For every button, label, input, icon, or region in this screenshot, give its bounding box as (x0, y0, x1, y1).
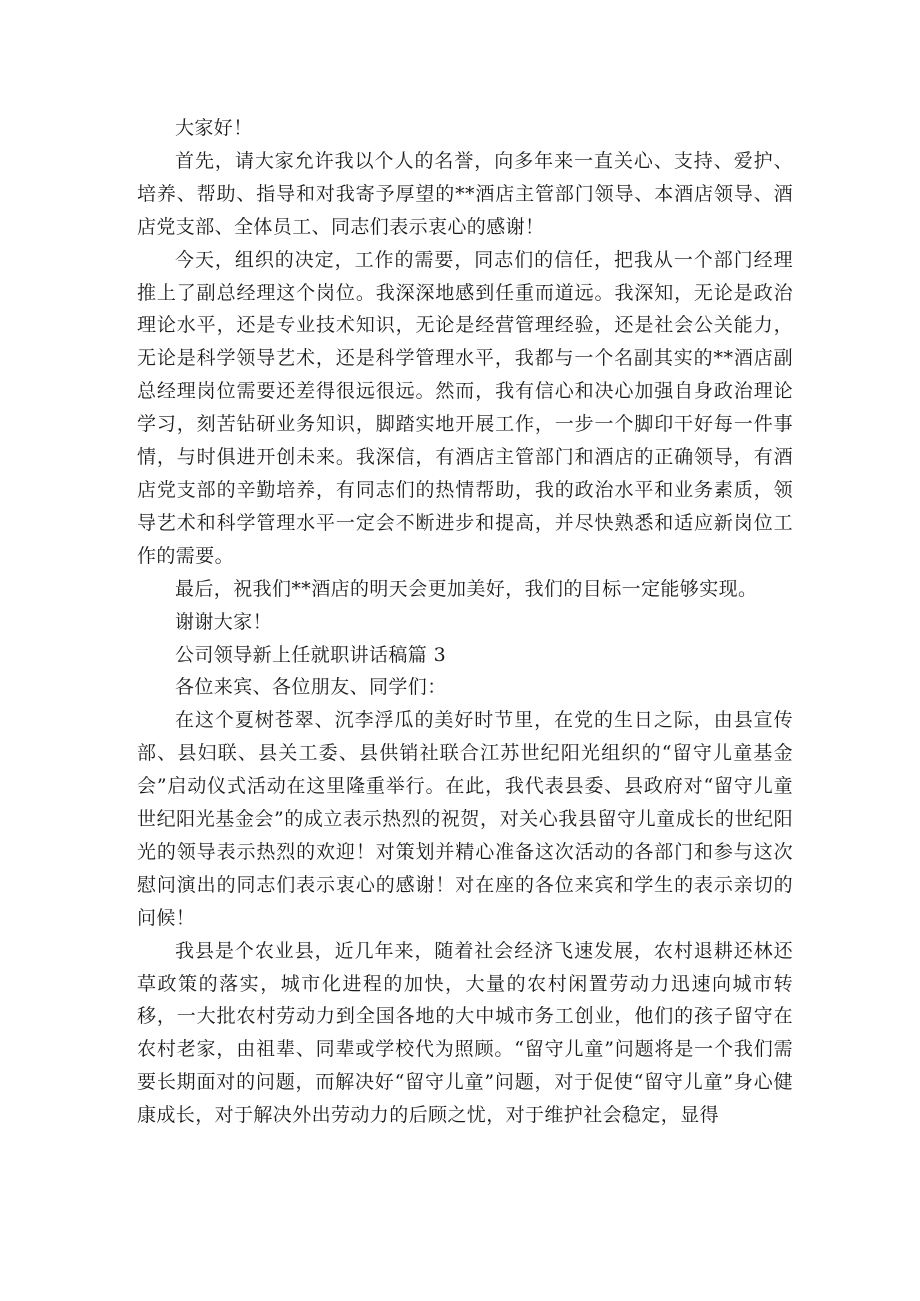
paragraph-greeting: 大家好！ (175, 117, 253, 139)
paragraph-salutation: 各位来宾、各位朋友、同学们： (175, 676, 447, 699)
paragraph-thank-you: 谢谢大家！ (175, 610, 273, 633)
document-body (137, 112, 793, 1132)
paragraph-event-intro: 在这个夏树苍翠、沉李浮瓜的美好时节里，在党的生日之际，由县宣传部、县妇联、县关工委、县供销社联合江苏世纪阳光组织的“留守儿童基金会”启动仪式活动在这里隆重举行。在此，我代表县委、县政府对“留守儿童世纪阳光基金会”的成立表示热烈的祝贺，对关心我县留守儿童成长的世纪阳光的领导表示热烈的欢迎！对策划并精心准备这次活动的各部门和参与这次慰问演出的同志们表示衷心的感谢！对在座的各位来宾和学生的表示亲切的问候！ (137, 709, 793, 929)
paragraph-county-background: 我县是个农业县，近几年来，随着社会经济飞速发展，农村退耕还林还草政策的落实，城市化进程的加快，大量的农村闲置劳动力迅速向城市转移，一大批农村劳动力到全国各地的大中城市务工创业，他们的孩子留守在农村老家，由祖辈、同辈或学校代为照顾。“留守儿童”问题将是一个我们需要长期面对的问题，而解决好“留守儿童”问题，对于促使“留守儿童”身心健康成长，对于解决外出劳动力的后顾之忧，对于维护社会稳定，显得 (137, 939, 793, 1127)
section-heading: 公司领导新上任就职讲话稿篇 3 (175, 643, 447, 666)
paragraph-appointment: 今天，组织的决定，工作的需要，同志们的信任，把我从一个部门经理推上了副总经理这个岗位。我深深地感到任重而道远。我深知，无论是政治理论水平，还是专业技术知识，无论是经营管理经验，还是社会公关能力，无论是科学领导艺术，还是科学管理水平，我都与一个名副其实的**酒店副总经理岗位需要还差得很远很远。然而，我有信心和决心加强自身政治理论学习，刻苦钻研业务知识，脚踏实地开展工作，一步一个脚印干好每一件事情，与时俱进开创未来。我深信，有酒店主管部门和酒店的正确领导，有酒店党支部的辛勤培养，有同志们的热情帮助，我的政治水平和业务素质，领导艺术和科学管理水平一定会不断进步和提高，并尽快熟悉和适应新岗位工作的需要。 (137, 248, 793, 567)
paragraph-thanks: 首先，请大家允许我以个人的名誉，向多年来一直关心、支持、爱护、培养、帮助、指导和对我寄予厚望的**酒店主管部门领导、本酒店领导、酒店党支部、全体员工、同志们表示衷心的感谢！ (137, 149, 793, 238)
paragraph-closing-wish: 最后，祝我们**酒店的明天会更加美好，我们的目标一定能够实现。 (175, 577, 758, 600)
